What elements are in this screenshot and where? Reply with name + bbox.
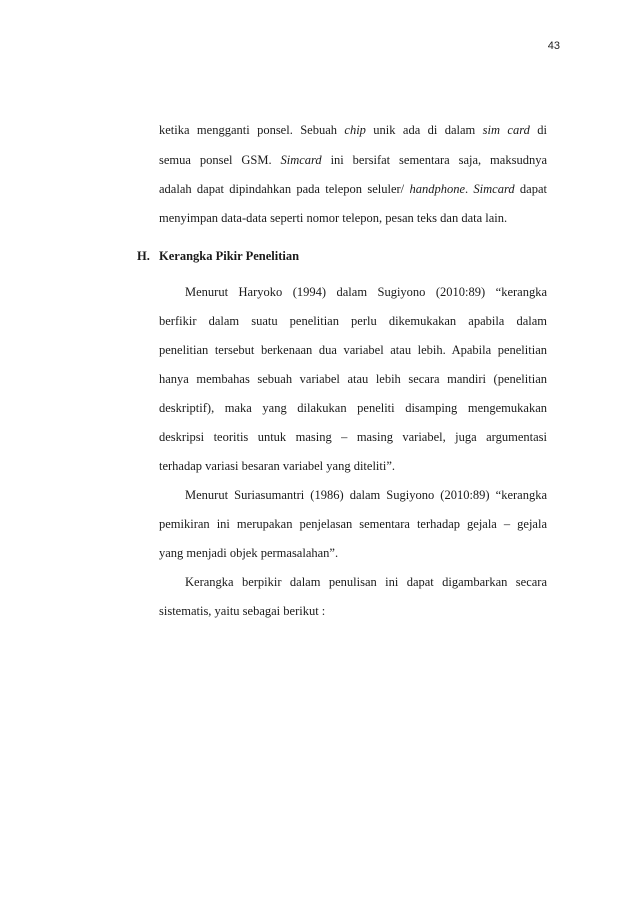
paragraph-line: hanya membahas sebuah variabel atau lebih secara mandiri (penelitian (159, 372, 547, 386)
section-label: H. (137, 249, 150, 263)
section-heading (137, 248, 299, 264)
paragraph-line: sistematis, yaitu sebagai berikut : (159, 604, 326, 618)
paragraph-line: deskriptif), maka yang dilakukan peneliti disamping mengemukakan (159, 401, 547, 415)
paragraph-line: menyimpan data-data seperti nomor telepon, pesan teks dan data lain. (159, 211, 508, 225)
paragraph-line: Menurut Haryoko (1994) dalam Sugiyono (2010:89) “kerangka (185, 285, 547, 299)
paragraph-line: ketika mengganti ponsel. Sebuah chip unik ada di dalam sim card di (159, 123, 547, 137)
paragraph-line: deskripsi teoritis untuk masing – masing variabel, juga argumentasi (159, 430, 547, 444)
paragraph-line: semua ponsel GSM. Simcard ini bersifat sementara saja, maksudnya (159, 153, 547, 167)
paragraph-line: Menurut Suriasumantri (1986) dalam Sugiyono (2010:89) “kerangka (185, 488, 547, 502)
section-title: Kerangka Pikir Penelitian (159, 249, 300, 263)
paragraph-line: terhadap variasi besaran variabel yang diteliti”. (159, 459, 396, 473)
paragraph-line: berfikir dalam suatu penelitian perlu dikemukakan apabila dalam (159, 314, 547, 328)
paragraph-line: Kerangka berpikir dalam penulisan ini dapat digambarkan secara (185, 575, 547, 589)
page-number: 43 (547, 40, 560, 52)
paragraph-line: pemikiran ini merupakan penjelasan sementara terhadap gejala – gejala (159, 517, 547, 531)
paragraph-line: penelitian tersebut berkenaan dua variabel atau lebih. Apabila penelitian (159, 343, 547, 357)
paragraph-line: adalah dapat dipindahkan pada telepon seluler/ handphone. Simcard dapat (159, 182, 547, 196)
paragraph-line: yang menjadi objek permasalahan”. (159, 546, 339, 560)
